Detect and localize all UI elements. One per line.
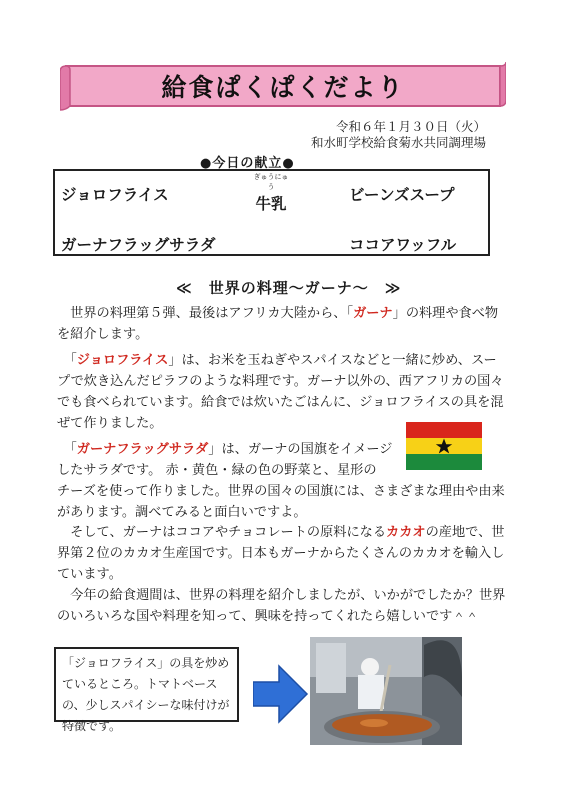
cacao-text-b: の産地で、世界第２位のカカオ生産国です。日本もガーナからたくさんのカカオを輸入しています。 [57,525,505,582]
title-banner [60,60,506,112]
jollof-highlight: ジョロフライス [76,353,169,368]
ghana-highlight: ガーナ [353,306,393,321]
issue-date: 令和６年１月３０日（火） [335,119,486,134]
salad-highlight: ガーナフラッグサラダ [76,442,209,457]
newsletter-title: 給食ぱくぱくだより [161,73,405,102]
intro-text-b: の料理や食べ物を紹介します。 [57,306,499,342]
menu-item-milk [251,172,291,214]
cacao-highlight: カカオ [386,525,426,540]
menu-item-jollof-rice: ジョロフライス [61,186,169,204]
photo-caption-box [54,647,239,733]
salad-text: は、ガーナの国旗をイメージしたサラダです。 赤・黄色・緑の色の野菜と、星形の [57,442,393,478]
quote-open: 「 [346,306,354,321]
menu-box [53,169,490,256]
photo-caption-text: 「ジョロフライス」の具を炒めているところ。トマトベースの、少しスパイシーな味付けが特徴です。 [62,656,230,733]
intro-text-a: 世界の料理第５弾、最後はアフリカ大陸から、 [57,306,347,321]
quote-close: 」 [392,306,406,321]
jollof-text: は、お米を玉ねぎやスパイスなどと一緒に炒め、スープで炊き込んだピラフのような料理です。ガーナ以外の、西アフリカの国々でも食べられています。給食では炊いたごはんに、ジョロフライスの具を混ぜて作りました。 [57,353,504,431]
section-heading: ≪ 世界の料理～ガーナ～ ≫ [176,279,402,297]
kitchen-cooking-photo [310,637,462,745]
menu-heading: ●今日の献立● [200,156,295,171]
quote-close: 」 [208,442,222,457]
closing-text: 今年の給食週間は、世界の料理を紹介しましたが、いかがでしたか？世界のいろいろな国や料理を知って、興味を持ってくれたら嬉しいです＾＾ [57,588,506,624]
salad-text-continued: チーズを使って作りました。世界の国々の国旗には、さまざまな理由や由来があります。調べてみると面白いですよ。 [57,484,505,520]
salad-paragraph [57,439,397,481]
cacao-paragraph [57,522,509,585]
intro-paragraph [57,303,509,345]
salad-paragraph-continued [57,481,509,523]
menu-item-milk-label: 牛乳 [255,195,287,213]
menu-item-cocoa-waffle: ココアワッフル [349,236,457,254]
milk-ruby: ぎゅうにゅう [253,173,289,191]
ghana-flag-image [406,422,482,470]
menu-item-bean-soup: ビーンズスープ [349,186,455,204]
quote-open: 「 [70,442,77,457]
issuer-name: 和水町学校給食菊水共同調理場 [310,135,486,150]
ghana-flag-graphic [406,422,482,470]
quote-open: 「 [70,353,77,368]
cacao-text-a: そして、ガーナはココアやチョコレートの原料になる [57,525,387,540]
right-arrow-icon [253,664,309,724]
menu-item-flag-salad: ガーナフラッグサラダ [61,236,216,254]
closing-paragraph [57,585,509,627]
quote-close: 」 [168,353,182,368]
